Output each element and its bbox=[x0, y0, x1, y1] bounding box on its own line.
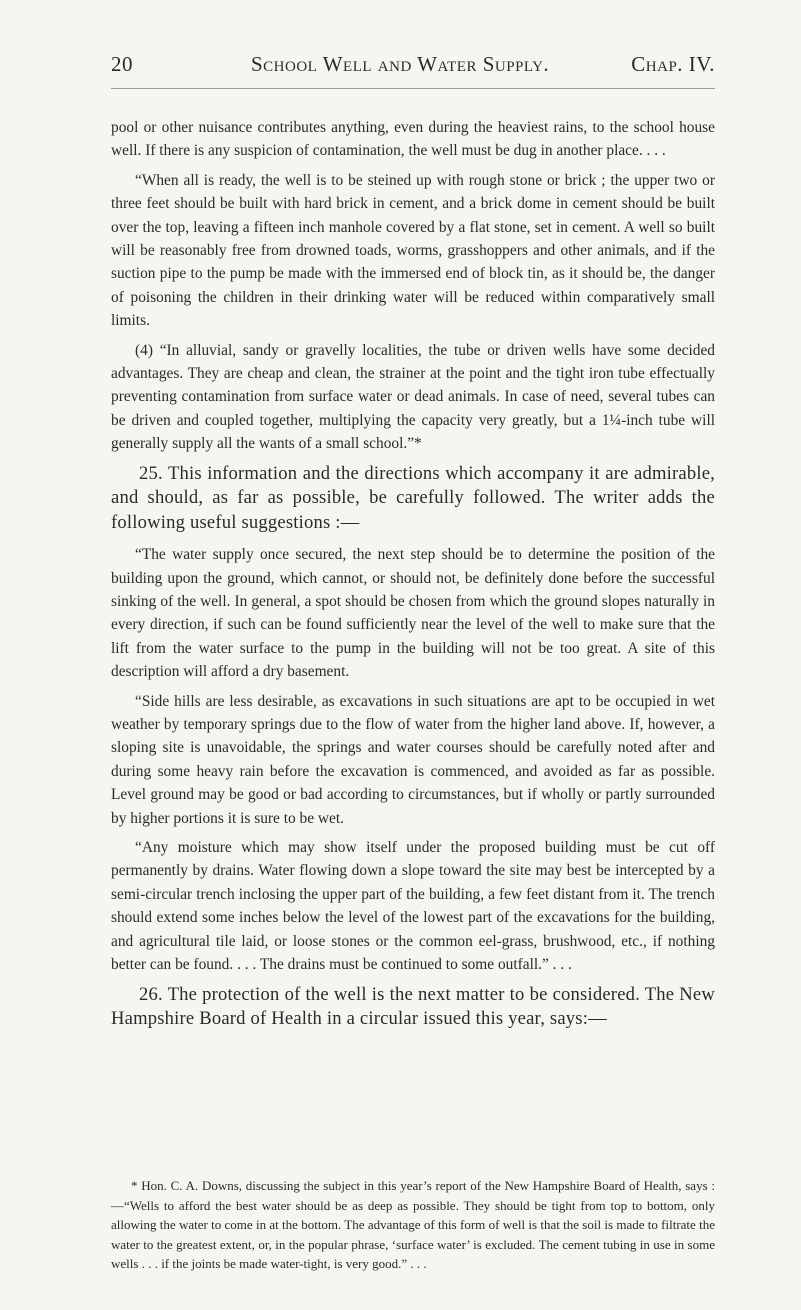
paragraph-building-position: “The water supply once secured, the next step should be to determine the position of the building upon the ground, which cannot, or should not, be definitely done before the successful sinking of the well. In general, a spot should be chosen from which the ground slopes naturally in every direction, if such can be found sufficiently near the level of the well to make sure that the lift from the water surface to the pump in the building will not be too great. A site of this description will afford a dry basement. bbox=[111, 546, 715, 681]
paragraph-continuation: pool or other nuisance contributes anything, even during the heaviest rains, to the school house well. If there is any suspicion of contamination, the well must be dug in another place. . . . bbox=[111, 119, 715, 160]
chapter-label: Chap. IV. bbox=[631, 52, 715, 76]
section-26-heading-paragraph: 26. The protection of the well is the next matter to be considered. The New Hampshire Board of Health in a circular issued this year, says:— bbox=[111, 983, 715, 1029]
paragraph-side-hills: “Side hills are less desirable, as excavations in such situations are apt to be occupied in wet weather by temporary springs due to the flow of water from the higher land above. If, however, a sloping site is unavoidable, the springs and water courses should be carefully noted after and during some heavy rain before the excavation is commenced, and avoided as far as possible. Level ground may be good or bad according to circumstances, but if wholly or partly surrounded by higher portions it is sure to be wet. bbox=[111, 692, 715, 827]
header-rule bbox=[111, 88, 715, 89]
page-number: 20 bbox=[111, 52, 133, 76]
running-title: School Well and Water Supply. bbox=[251, 52, 550, 76]
footnote-text: * Hon. C. A. Downs, discussing the subject in this year’s report of the New Hampshire Board of Health, says :—“Wells to afford the best water should be as deep as possible. They should be tight from top to bottom, only allowing the water to come in at the bottom. The advantage of this form of well is that the soil is made to filtrate the water to the greatest extent, or, in the popular phrase, ‘surface water’ is excluded. The cement tubing in use in some wells . . . if the joints be made water-tight, is very good.” . . . bbox=[111, 1178, 715, 1272]
footnote bbox=[111, 1176, 715, 1274]
paragraph-steining: “When all is ready, the well is to be steined up with rough stone or brick ; the upper two or three feet should be built with hard brick in cement, and a brick dome in cement should be built over the top, leaving a fifteen inch manhole covered by a flat stone, set in cement. A well so built will be reasonably free from drowned toads, worms, grasshoppers and other animals, and if the suction pipe to the pump be made with the immersed end of block tin, as it should be, the danger of poisoning the children in their drinking water will be reduced within comparatively small limits. bbox=[111, 171, 715, 330]
body-text bbox=[111, 116, 715, 1040]
section-25-heading-paragraph: 25. This information and the directions which accompany it are admirable, and should, as far as possible, be carefully followed. The writer adds the following useful suggestions :— bbox=[111, 462, 715, 533]
paragraph-drains: “Any moisture which may show itself under the proposed building must be cut off permanently by drains. Water flowing down a slope toward the site may best be intercepted by a semi-circular trench inclosing the upper part of the building, a few feet distant from it. The trench should extend some inches below the level of the lowest part of the excavations for the building, and agricultural tile laid, or loose stones or the common eel-grass, brushwood, etc., if nothing better can be found. . . . The drains must be continued to some outfall.” . . . bbox=[111, 839, 715, 974]
running-head bbox=[111, 44, 715, 80]
paragraph-driven-wells: (4) “In alluvial, sandy or gravelly localities, the tube or driven wells have some decided advantages. They are cheap and clean, the strainer at the point and the tight iron tube effectually preventing contamination from surface water or dead animals. In case of need, several tubes can be driven and coupled together, multiplying the capacity very greatly, but a 1¼-inch tube will generally supply all the wants of a small school.”* bbox=[111, 341, 715, 453]
